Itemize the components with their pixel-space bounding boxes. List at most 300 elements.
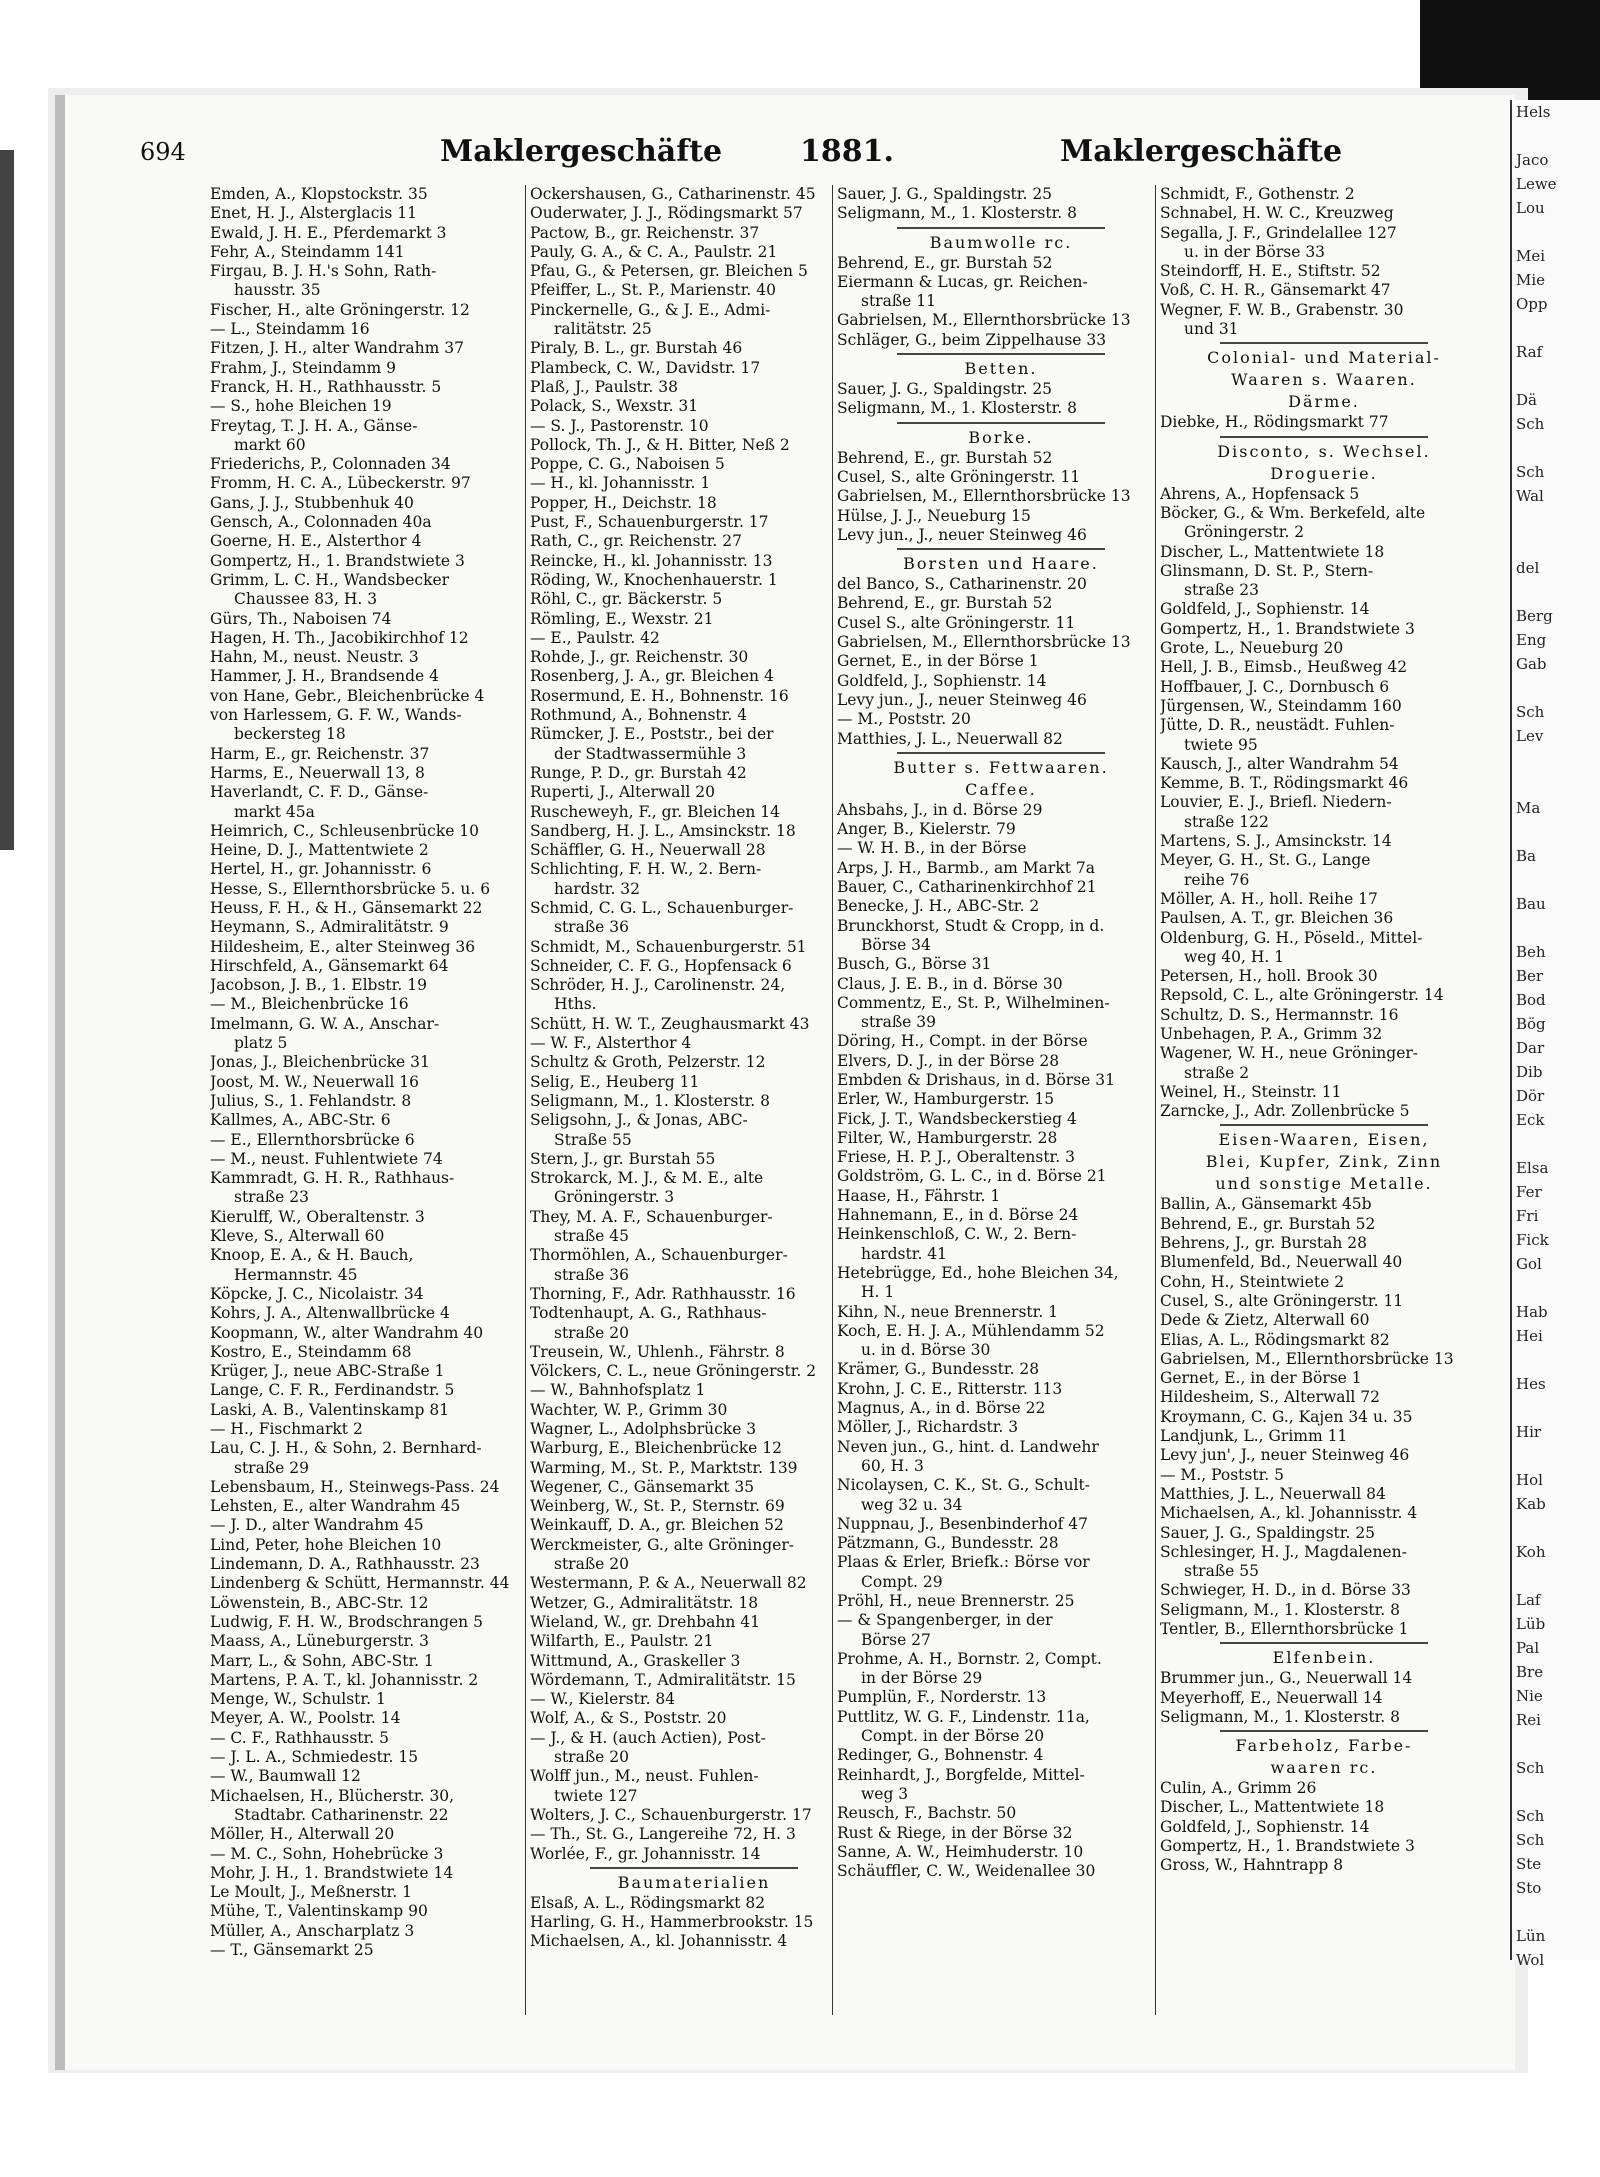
directory-entry: Gernet, E., in der Börse 1	[837, 652, 1039, 671]
directory-entry: Gans, J. J., Stubbenhuk 40	[210, 493, 414, 512]
directory-entry: Heuss, F. H., & H., Gänsemarkt 22	[210, 898, 483, 917]
section-heading: Colonial- und Material-	[1207, 348, 1441, 368]
facing-page-fragment: del	[1516, 559, 1540, 577]
directory-entry: Nuppnau, J., Besenbinderhof 47	[837, 1514, 1088, 1533]
directory-entry: Hesse, S., Ellernthorsbrücke 5. u. 6	[210, 879, 491, 898]
directory-entry: Treusein, W., Uhlenh., Fährstr. 8	[530, 1342, 785, 1361]
directory-entry: straße 20	[554, 1323, 630, 1342]
section-heading: Waaren s. Waaren.	[1231, 370, 1417, 390]
directory-entry: Haverlandt, C. F. D., Gänse-	[210, 783, 429, 802]
facing-page-fragment: Fick	[1516, 1231, 1549, 1249]
directory-entry: Michaelsen, H., Blücherstr. 30,	[210, 1786, 455, 1805]
directory-entry: Lindenberg & Schütt, Hermannstr. 44	[210, 1574, 510, 1593]
column-2	[525, 185, 858, 2015]
directory-entry: Steindorff, H. E., Stiftstr. 52	[1160, 262, 1381, 281]
directory-entry: straße 2	[1184, 1063, 1250, 1082]
directory-entry: Weinkauff, D. A., gr. Bleichen 52	[530, 1516, 784, 1535]
directory-entry: Grote, L., Neueburg 20	[1160, 639, 1344, 658]
directory-entry: Erler, W., Hamburgerstr. 15	[837, 1090, 1055, 1109]
directory-entry: Gabrielsen, M., Ellernthorsbrücke 13	[837, 487, 1131, 506]
directory-entry: Elsaß, A. L., Rödingsmarkt 82	[530, 1893, 766, 1912]
directory-entry: — M., Bleichenbrücke 16	[210, 995, 409, 1014]
directory-entry: Wittmund, A., Graskeller 3	[530, 1651, 741, 1670]
section-heading: Betten.	[964, 359, 1038, 379]
directory-entry: Fischer, H., alte Gröningerstr. 12	[210, 300, 470, 319]
directory-entry: Börse 27	[861, 1630, 931, 1649]
facing-page-fragment: Lev	[1516, 727, 1544, 745]
running-title-right: Maklergeschäfte	[1060, 134, 1343, 169]
directory-entry: Gernet, E., in der Börse 1	[1160, 1369, 1362, 1388]
directory-entry: Compt. 29	[861, 1572, 943, 1591]
directory-entry: Röding, W., Knochenhauerstr. 1	[530, 570, 778, 589]
directory-entry: Kroymann, C. G., Kajen 34 u. 35	[1160, 1407, 1413, 1426]
directory-entry: Levy jun., J., neuer Steinweg 46	[837, 525, 1087, 544]
directory-entry: Voß, C. H. R., Gänsemarkt 47	[1160, 281, 1391, 300]
directory-entry: Wolters, J. C., Schauenburgerstr. 17	[530, 1805, 812, 1824]
directory-entry: Gompertz, H., 1. Brandstwiete 3	[1160, 619, 1415, 638]
directory-entry: Maass, A., Lüneburgerstr. 3	[210, 1632, 429, 1651]
directory-entry: Harm, E., gr. Reichenstr. 37	[210, 744, 430, 763]
directory-entry: Knoop, E. A., & H. Bauch,	[210, 1246, 414, 1265]
directory-entry: Mühe, T., Valentinskamp 90	[210, 1902, 428, 1921]
directory-entry: — M., Poststr. 5	[1160, 1465, 1284, 1484]
directory-entry: — W., Bahnhofsplatz 1	[530, 1381, 706, 1400]
section-heading: Farbeholz, Farbe-	[1235, 1736, 1413, 1756]
directory-entry: straße 20	[554, 1748, 630, 1767]
directory-entry: Plaas & Erler, Briefk.: Börse vor	[837, 1553, 1090, 1572]
directory-entry: Pauly, G. A., & C. A., Paulstr. 21	[530, 242, 778, 261]
directory-entry: Sauer, J. G., Spaldingstr. 25	[837, 380, 1053, 399]
directory-entry: reihe 76	[1184, 870, 1250, 889]
directory-entry: Zarncke, J., Adr. Zollenbrücke 5	[1160, 1102, 1410, 1121]
directory-entry: — J. L. A., Schmiedestr. 15	[210, 1748, 419, 1767]
directory-entry: Kihn, N., neue Brennerstr. 1	[837, 1302, 1059, 1321]
facing-page-fragment: Hels	[1516, 103, 1551, 121]
directory-entry: Goldström, G. L. C., in d. Börse 21	[837, 1167, 1107, 1186]
section-heading: Borke.	[968, 427, 1034, 447]
facing-page-fragment: Bau	[1516, 895, 1546, 913]
directory-entry: Krüger, J., neue ABC-Straße 1	[210, 1362, 445, 1381]
directory-entry: Magnus, A., in d. Börse 22	[837, 1399, 1046, 1418]
directory-entry: Neven jun., G., hint. d. Landwehr	[837, 1437, 1099, 1456]
directory-entry: — J., & H. (auch Actien), Post-	[530, 1728, 766, 1747]
facing-page-fragment	[1512, 124, 1600, 148]
directory-entry: Müller, A., Anscharplatz 3	[210, 1921, 415, 1940]
facing-page-fragment	[1512, 1780, 1600, 1804]
directory-entry: Wachter, W. P., Grimm 30	[530, 1400, 728, 1419]
directory-entry: Warburg, E., Bleichenbrücke 12	[530, 1439, 782, 1458]
directory-entry: straße 36	[554, 918, 630, 937]
section-heading: Butter s. Fettwaaren.	[893, 757, 1109, 777]
directory-entry: — & Spangenberger, in der	[837, 1611, 1053, 1630]
facing-page-fragment: Wal	[1516, 487, 1544, 505]
directory-entry: Harms, E., Neuerwall 13, 8	[210, 763, 425, 782]
facing-page-fragment: Ste	[1516, 1855, 1542, 1873]
directory-entry: — W. H. B., in der Börse	[837, 839, 1027, 858]
directory-entry: Schmid, C. G. L., Schauenburger-	[530, 898, 794, 917]
directory-entry: Wetzer, G., Admiralitätstr. 18	[530, 1593, 759, 1612]
facing-page-fragment: Lou	[1516, 199, 1545, 217]
facing-page-fragment: Dib	[1516, 1063, 1543, 1081]
directory-entry: — S. J., Pastorenstr. 10	[530, 416, 709, 435]
directory-entry: Martens, S. J., Amsinckstr. 14	[1160, 832, 1392, 851]
directory-entry: Julius, S., 1. Fehlandstr. 8	[210, 1091, 412, 1110]
facing-page-fragment: Dör	[1516, 1087, 1545, 1105]
directory-entry: Schneider, C. F. G., Hopfensack 6	[530, 956, 792, 975]
column-1	[210, 185, 538, 2015]
facing-page-fragment: Opp	[1516, 295, 1548, 313]
directory-entry: Kierulff, W., Oberaltenstr. 3	[210, 1207, 425, 1226]
directory-entry: Reinhardt, J., Borgfelde, Mittel-	[837, 1765, 1085, 1784]
directory-entry: Ludwig, F. H. W., Brodschrangen 5	[210, 1612, 483, 1631]
directory-entry: Selig, E., Heuberg 11	[530, 1072, 700, 1091]
section-heading: Baumaterialien	[617, 1872, 771, 1892]
section-rule	[1220, 1124, 1428, 1126]
directory-entry: Meyerhoff, E., Neuerwall 14	[1160, 1688, 1383, 1707]
directory-entry: — E., Paulstr. 42	[530, 628, 660, 647]
directory-entry: u. in d. Börse 30	[861, 1341, 991, 1360]
directory-entry: Werckmeister, G., alte Gröninger-	[530, 1535, 794, 1554]
directory-entry: Goerne, H. E., Alsterthor 4	[210, 532, 422, 551]
directory-entry: Hell, J. B., Eimsb., Heußweg 42	[1160, 658, 1408, 677]
section-rule	[897, 548, 1105, 550]
directory-entry: platz 5	[234, 1034, 288, 1053]
directory-entry: Wieland, W., gr. Drehbahn 41	[530, 1612, 761, 1631]
directory-entry: — H., Fischmarkt 2	[210, 1420, 363, 1438]
directory-entry: — Th., St. G., Langereihe 72, H. 3	[530, 1825, 796, 1844]
directory-entry: Landjunk, L., Grimm 11	[1160, 1427, 1348, 1446]
directory-entry: Brummer jun., G., Neuerwall 14	[1160, 1669, 1413, 1688]
directory-entry: Fehr, A., Steindamm 141	[210, 242, 405, 261]
facing-page-fragment	[1512, 1516, 1600, 1540]
facing-page-fragment: Hir	[1516, 1423, 1542, 1441]
directory-entry: Möller, A. H., holl. Reihe 17	[1160, 889, 1378, 908]
directory-entry: — C. F., Rathhausstr. 5	[210, 1728, 389, 1747]
directory-entry: Schäuffler, C. W., Weidenallee 30	[837, 1862, 1096, 1881]
directory-entry: Löwenstein, B., ABC-Str. 12	[210, 1593, 429, 1612]
facing-page-fragment: Eck	[1516, 1111, 1545, 1129]
directory-entry: Stern, J., gr. Burstah 55	[530, 1149, 716, 1168]
facing-page-fragment: Elsa	[1516, 1159, 1549, 1177]
directory-entry: Rothmund, A., Bohnenstr. 4	[530, 706, 748, 725]
directory-entry: Goldfeld, J., Sophienstr. 14	[1160, 1817, 1370, 1836]
directory-entry: Lindemann, D. A., Rathhausstr. 23	[210, 1555, 480, 1574]
facing-page-fragment	[1512, 772, 1600, 796]
directory-entry: Schröder, H. J., Carolinenstr. 24,	[530, 976, 786, 995]
directory-entry: — M., Poststr. 20	[837, 710, 971, 729]
directory-entry: Cohn, H., Steintwiete 2	[1160, 1272, 1345, 1291]
directory-entry: Frahm, J., Steindamm 9	[210, 358, 397, 377]
facing-page-fragment: Laf	[1516, 1591, 1541, 1609]
directory-entry: Hertel, H., gr. Johannisstr. 6	[210, 860, 432, 879]
directory-entry: — J. D., alter Wandrahm 45	[210, 1516, 424, 1535]
directory-entry: Tentler, B., Ellernthorsbrücke 1	[1160, 1620, 1409, 1638]
section-heading: Elfenbein.	[1272, 1648, 1376, 1668]
directory-entry: H. 1	[861, 1283, 895, 1302]
directory-entry: Hoffbauer, J. C., Dornbusch 6	[1160, 677, 1390, 696]
page-header	[140, 130, 1430, 176]
facing-page-fragment: Lün	[1516, 1927, 1546, 1945]
section-heading: waaren rc.	[1270, 1758, 1378, 1778]
directory-entry: Pust, F., Schauenburgerstr. 17	[530, 513, 769, 532]
facing-page-fragment	[1512, 868, 1600, 892]
facing-page-fragment	[1512, 1132, 1600, 1156]
directory-entry: Stadtabr. Catharinenstr. 22	[234, 1805, 449, 1824]
directory-entry: Freytag, T. J. H. A., Gänse-	[210, 416, 418, 435]
directory-entry: Jacobson, J. B., 1. Elbstr. 19	[210, 976, 427, 995]
directory-entry: Römling, E., Wexstr. 21	[530, 609, 714, 628]
directory-entry: Mohr, J. H., 1. Brandstwiete 14	[210, 1863, 454, 1882]
facing-page-fragment: Lewe	[1516, 175, 1557, 193]
directory-entry: Koopmann, W., alter Wandrahm 40	[210, 1323, 484, 1342]
facing-page-fragment: Sch	[1516, 703, 1545, 721]
directory-entry: Ruperti, J., Alterwall 20	[530, 783, 716, 802]
directory-entry: Strokarck, M. J., & M. E., alte	[530, 1169, 764, 1188]
directory-entry: Segalla, J. F., Grindelallee 127	[1160, 223, 1397, 242]
directory-entry: Elvers, D. J., in der Börse 28	[837, 1051, 1060, 1070]
directory-entry: Nicolaysen, C. K., St. G., Schult-	[837, 1476, 1090, 1495]
facing-page-fragment: Wol	[1516, 1951, 1545, 1969]
directory-entry: ralitätstr. 25	[554, 320, 652, 339]
section-heading: Därme.	[1288, 392, 1360, 412]
directory-entry: Schultz & Groth, Pelzerstr. 12	[530, 1053, 766, 1072]
directory-entry: Pinckernelle, G., & J. E., Admi-	[530, 300, 771, 319]
directory-entry: Levy jun., J., neuer Steinweg 46	[837, 690, 1087, 709]
facing-page-fragment	[1512, 1564, 1600, 1588]
directory-entry: straße 36	[554, 1265, 630, 1284]
facing-page-fragment: Raf	[1516, 343, 1543, 361]
directory-entry: Schläger, G., beim Zippelhause 33	[837, 330, 1107, 349]
facing-page-fragment: Berg	[1516, 607, 1553, 625]
directory-entry: Pfau, G., & Petersen, gr. Bleichen 5	[530, 262, 808, 281]
directory-entry: Emden, A., Klopstockstr. 35	[210, 185, 428, 203]
directory-entry: Schlichting, F. H. W., 2. Bern-	[530, 860, 762, 879]
directory-entry: Wördemann, T., Admiralitätstr. 15	[530, 1670, 796, 1689]
facing-page-fragment: Beh	[1516, 943, 1546, 961]
facing-page-fragment: Fri	[1516, 1207, 1539, 1225]
directory-entry: Böcker, G., & Wm. Berkefeld, alte	[1160, 503, 1426, 522]
directory-entry: Möller, J., Richardstr. 3	[837, 1418, 1019, 1437]
directory-entry: weg 3	[861, 1784, 909, 1803]
directory-entry: straße 11	[861, 292, 937, 311]
directory-entry: Schütt, H. W. T., Zeughausmarkt 43	[530, 1014, 810, 1033]
directory-entry: Lind, Peter, hohe Bleichen 10	[210, 1535, 442, 1554]
directory-entry: Blumenfeld, Bd., Neuerwall 40	[1160, 1253, 1403, 1272]
directory-entry: Warming, M., St. P., Marktstr. 139	[530, 1458, 798, 1477]
facing-page-fragment	[1512, 1396, 1600, 1420]
directory-entry: Louvier, E. J., Briefl. Niedern-	[1160, 793, 1392, 812]
directory-entry: Gensch, A., Colonnaden 40a	[210, 513, 432, 532]
directory-entry: Bauer, C., Catharinenkirchhof 21	[837, 878, 1097, 897]
section-rule	[1220, 1730, 1428, 1732]
facing-page-fragment: Kab	[1516, 1495, 1546, 1513]
directory-entry: — W. F., Alsterthor 4	[530, 1034, 692, 1053]
directory-entry: Seligmann, M., 1. Klosterstr. 8	[530, 1091, 770, 1110]
directory-entry: Elias, A. L., Rödingsmarkt 82	[1160, 1330, 1390, 1349]
directory-entry: Franck, H. H., Rathhausstr. 5	[210, 377, 442, 396]
directory-entry: Runge, P. D., gr. Burstah 42	[530, 763, 747, 782]
directory-entry: Behrens, J., gr. Burstah 28	[1160, 1234, 1368, 1253]
section-rule	[590, 1867, 798, 1869]
directory-entry: straße 122	[1184, 812, 1269, 831]
directory-entry: hardstr. 41	[861, 1244, 948, 1263]
directory-entry: 60, H. 3	[861, 1456, 924, 1475]
facing-page-fragment	[1512, 1732, 1600, 1756]
directory-entry: Laski, A. B., Valentinskamp 81	[210, 1400, 450, 1419]
directory-entry: Worlée, F., gr. Johannisstr. 14	[530, 1844, 761, 1863]
facing-page-fragment: Hab	[1516, 1303, 1548, 1321]
section-rule	[1220, 342, 1428, 344]
running-title-left: Maklergeschäfte	[440, 134, 723, 169]
directory-entry: twiete 95	[1184, 735, 1258, 754]
facing-page-fragment: Ber	[1516, 967, 1544, 985]
directory-entry: Friese, H. P. J., Oberaltenstr. 3	[837, 1148, 1075, 1167]
directory-entry: Commentz, E., St. P., Wilhelminen-	[837, 993, 1110, 1012]
facing-page-fragment: Lüb	[1516, 1615, 1546, 1633]
directory-entry: Pröhl, H., neue Brennerstr. 25	[837, 1592, 1075, 1610]
directory-entry: — W., Kielerstr. 84	[530, 1690, 676, 1709]
directory-entry: Levy jun', J., neuer Steinweg 46	[1160, 1446, 1410, 1465]
directory-entry: Todtenhaupt, A. G., Rathhaus-	[530, 1304, 767, 1323]
facing-page-fragment: Hei	[1516, 1327, 1543, 1345]
directory-entry: Michaelsen, A., kl. Johannisstr. 4	[530, 1932, 788, 1951]
directory-entry: Gröningerstr. 3	[554, 1188, 675, 1207]
directory-entry: Weinel, H., Steinstr. 11	[1160, 1082, 1342, 1101]
directory-entry: Schäffler, G. H., Neuerwall 28	[530, 841, 766, 860]
facing-page-fragment	[1512, 676, 1600, 700]
directory-entry: Kleve, S., Alterwall 60	[210, 1227, 385, 1246]
directory-entry: Lehsten, E., alter Wandrahm 45	[210, 1497, 461, 1516]
column-3	[832, 185, 1165, 2015]
directory-entry: Plaß, J., Paulstr. 38	[530, 377, 679, 396]
directory-entry: Glinsmann, D. St. P., Stern-	[1160, 561, 1374, 580]
directory-entry: Ahrens, A., Hopfensack 5	[1160, 484, 1360, 503]
directory-entry: Rümcker, J. E., Poststr., bei der	[530, 725, 774, 744]
directory-entry: Puttlitz, W. G. F., Lindenstr. 11a,	[837, 1707, 1090, 1726]
directory-entry: Discher, L., Mattentwiete 18	[1160, 542, 1385, 561]
directory-entry: Kohrs, J. A., Altenwallbrücke 4	[210, 1304, 450, 1323]
facing-page-fragment	[1512, 580, 1600, 604]
section-heading: Borsten und Haare.	[903, 554, 1099, 574]
facing-page-fragment: Fer	[1516, 1183, 1542, 1201]
directory-entry: Seligmann, M., 1. Klosterstr. 8	[837, 399, 1077, 418]
facing-page-fragment: Gab	[1516, 655, 1547, 673]
directory-entry: Hetebrügge, Ed., hohe Bleichen 34,	[837, 1263, 1119, 1282]
directory-entry: — S., hohe Bleichen 19	[210, 397, 392, 416]
section-rule	[897, 353, 1105, 355]
directory-entry: Schmidt, F., Gothenstr. 2	[1160, 185, 1355, 203]
directory-entry: Sauer, J. G., Spaldingstr. 25	[1160, 1523, 1376, 1542]
directory-entry: Culin, A., Grimm 26	[1160, 1779, 1317, 1798]
directory-entry: Hirschfeld, A., Gänsemarkt 64	[210, 956, 449, 975]
directory-entry: Anger, B., Kielerstr. 79	[837, 820, 1016, 839]
directory-entry: Heine, D. J., Mattentwiete 2	[210, 841, 429, 860]
directory-entry: Firgau, B. J. H.'s Sohn, Rath-	[210, 262, 437, 281]
directory-entry: in der Börse 29	[861, 1669, 983, 1688]
directory-entry: Harling, G. H., Hammerbrookstr. 15	[530, 1913, 814, 1932]
directory-entry: Benecke, J. H., ABC-Str. 2	[837, 897, 1040, 916]
page-number: 694	[140, 138, 186, 166]
directory-entry: Sandberg, H. J. L., Amsinckstr. 18	[530, 821, 796, 840]
facing-page-fragment: Koh	[1516, 1543, 1546, 1561]
facing-page-fragment: Bög	[1516, 1015, 1546, 1033]
directory-entry: Filter, W., Hamburgerstr. 28	[837, 1128, 1058, 1147]
directory-entry: Heimrich, C., Schleusenbrücke 10	[210, 821, 480, 840]
directory-entry: Petersen, H., holl. Brook 30	[1160, 967, 1378, 986]
directory-entry: Behrend, E., gr. Burstah 52	[837, 448, 1053, 467]
facing-page-fragment	[1512, 532, 1600, 556]
directory-entry: Hildesheim, E., alter Steinweg 36	[210, 937, 476, 956]
section-heading: Disconto, s. Wechsel.	[1217, 441, 1431, 461]
directory-entry: Gross, W., Hahntrapp 8	[1160, 1856, 1344, 1875]
directory-entry: Schlesinger, H. J., Magdalenen-	[1160, 1542, 1407, 1561]
facing-page-fragment: Rei	[1516, 1711, 1541, 1729]
section-heading: Blei, Kupfer, Zink, Zinn	[1205, 1152, 1443, 1172]
directory-entry: Brunckhorst, Studt & Cropp, in d.	[837, 916, 1105, 935]
directory-entry: markt 45a	[234, 802, 315, 821]
directory-entry: Redinger, G., Bohnenstr. 4	[837, 1746, 1044, 1765]
directory-entry: Pätzmann, G., Bundesstr. 28	[837, 1534, 1059, 1553]
directory-entry: Koch, E. H. J. A., Mühlendamm 52	[837, 1321, 1105, 1340]
directory-entry: Imelmann, G. W. A., Anschar-	[210, 1014, 440, 1033]
directory-entry: Pactow, B., gr. Reichenstr. 37	[530, 223, 760, 242]
facing-page-fragment: Eng	[1516, 631, 1547, 649]
directory-entry: Prohme, A. H., Bornstr. 2, Compt.	[837, 1649, 1102, 1668]
facing-page-fragment	[1512, 1348, 1600, 1372]
directory-entry: Repsold, C. L., alte Gröningerstr. 14	[1160, 986, 1444, 1005]
directory-entry: Friederichs, P., Colonnaden 34	[210, 455, 451, 474]
directory-entry: — H., kl. Johannisstr. 1	[530, 474, 711, 493]
facing-page-fragment	[1512, 820, 1600, 844]
directory-entry: Pollock, Th. J., & H. Bitter, Neß 2	[530, 435, 790, 454]
directory-entry: Hildesheim, S., Alterwall 72	[1160, 1388, 1381, 1407]
directory-entry: der Stadtwassermühle 3	[554, 744, 747, 763]
column-4	[1155, 185, 1488, 2015]
directory-entry: und 31	[1184, 320, 1239, 339]
directory-entry: Menge, W., Schulstr. 1	[210, 1690, 386, 1709]
directory-entry: Hahnemann, E., in d. Börse 24	[837, 1206, 1079, 1225]
directory-entry: Discher, L., Mattentwiete 18	[1160, 1798, 1385, 1817]
directory-entry: Westermann, P. & A., Neuerwall 82	[530, 1574, 807, 1593]
facing-page-fragment: Sch	[1516, 463, 1545, 481]
directory-entry: Behrend, E., gr. Burstah 52	[1160, 1214, 1376, 1233]
directory-entry: They, M. A. F., Schauenburger-	[530, 1207, 773, 1226]
directory-entry: Döring, H., Compt. in der Börse	[837, 1032, 1088, 1051]
directory-entry: hardstr. 32	[554, 879, 641, 898]
directory-entry: straße 20	[554, 1555, 630, 1574]
directory-entry: straße 45	[554, 1227, 630, 1246]
directory-entry: Le Moult, J., Meßnerstr. 1	[210, 1883, 412, 1902]
directory-entry: Heinkenschloß, C. W., 2. Bern-	[837, 1225, 1077, 1244]
directory-entry: Hahn, M., neust. Neustr. 3	[210, 648, 419, 667]
directory-entry: Ouderwater, J. J., Rödingsmarkt 57	[530, 204, 803, 223]
facing-page-fragment: Pal	[1516, 1639, 1540, 1657]
facing-page-fragment	[1512, 1276, 1600, 1300]
directory-entry: Poppe, C. G., Naboisen 5	[530, 455, 725, 474]
directory-entry: beckersteg 18	[234, 725, 346, 744]
section-rule	[1220, 1642, 1428, 1644]
section-rule	[1220, 436, 1428, 438]
directory-entry: Krohn, J. C. E., Ritterstr. 113	[837, 1379, 1063, 1398]
facing-page-fragment: Hes	[1516, 1375, 1546, 1393]
directory-entry: Matthies, J. L., Neuerwall 84	[1160, 1484, 1386, 1503]
directory-entry: straße 23	[1184, 581, 1260, 600]
directory-entry: Kostro, E., Steindamm 68	[210, 1342, 412, 1361]
directory-entry: Ballin, A., Gänsemarkt 45b	[1160, 1195, 1372, 1214]
directory-entry: Martens, P. A. T., kl. Johannisstr. 2	[210, 1670, 479, 1689]
directory-entry: Paulsen, A. T., gr. Bleichen 36	[1160, 909, 1394, 928]
directory-entry: straße 39	[861, 1013, 937, 1032]
